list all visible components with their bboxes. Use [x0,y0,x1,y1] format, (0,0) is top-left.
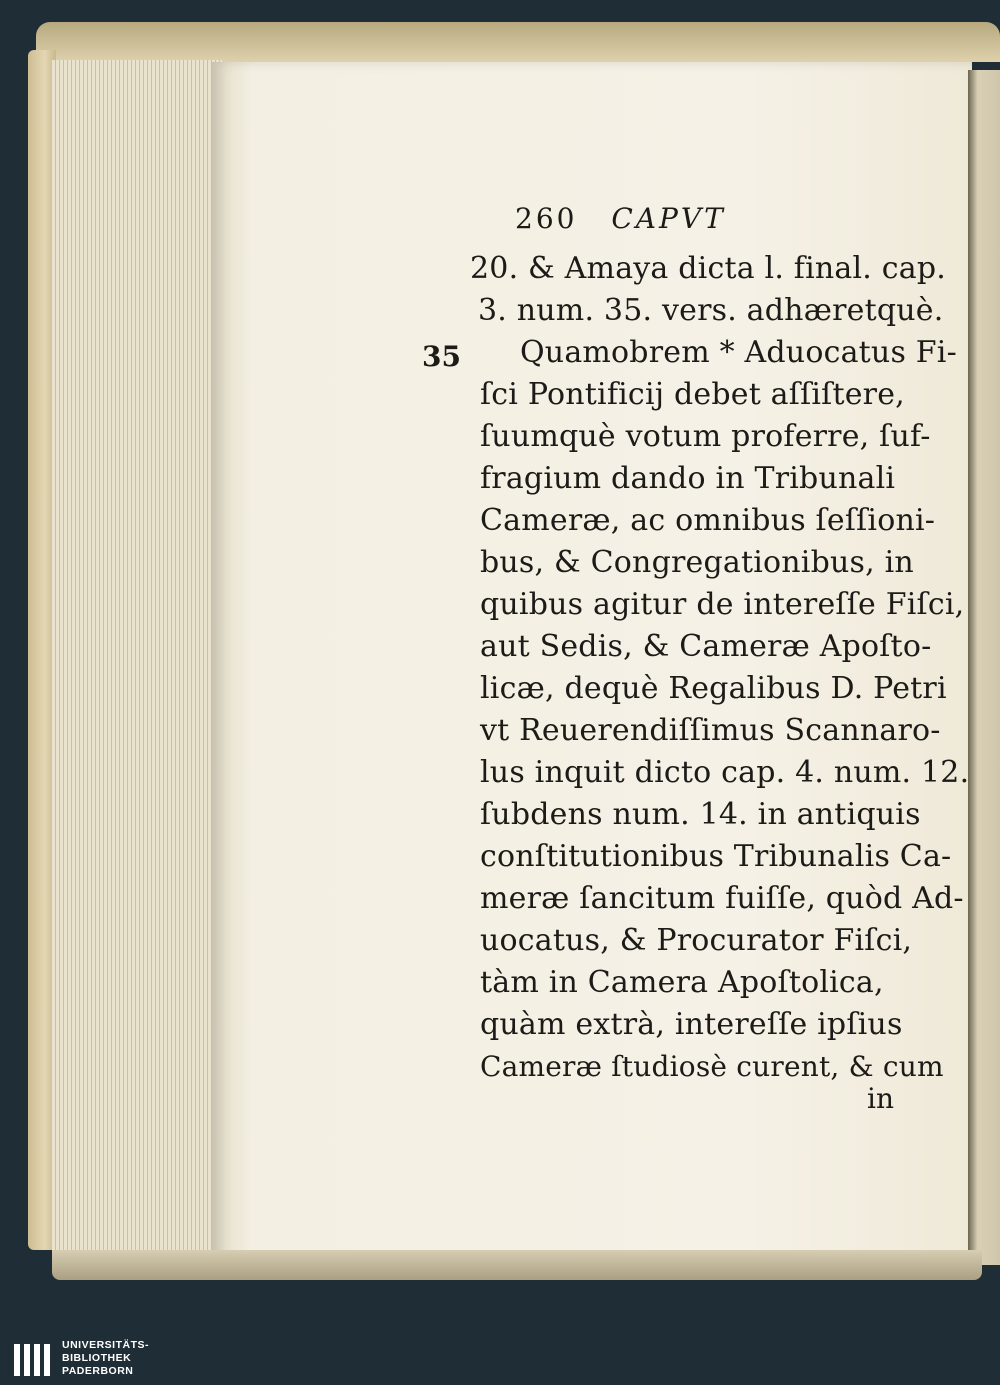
text-line: 20. & Amaya dicta l. final. cap. [470,251,946,286]
text-line: 3. num. 35. vers. adhæretquè. [478,293,944,328]
text-line: fragium dando in Tribunali [480,461,896,496]
text-line: conſtitutionibus Tribunalis Ca- [480,839,952,874]
text-line: bus, & Congregationibus, in [480,545,914,580]
text-line: vt Reuerendiſſimus Scannaro- [480,713,941,748]
text-line: uocatus, & Procurator Fiſci, [480,923,913,958]
running-title: CAPVT [611,202,726,235]
text-line: lus inquit dicto cap. 4. num. 12. [480,755,970,790]
page-number: 260 [515,202,578,235]
logo-line-1: UNIVERSITÄTS- [62,1339,150,1351]
text-line: Cameræ, ac omnibus ſeſſioni- [480,503,936,538]
footer-bar [0,1335,1000,1385]
text-line: aut Sedis, & Cameræ Apoſto- [480,629,932,664]
catchword: in [867,1082,894,1115]
margin-number: 35 [422,340,461,373]
text-line: Cameræ ſtudiosè curent, & cum [480,1050,944,1083]
logo-line-3: PADERBORN [62,1365,134,1377]
running-header [515,200,726,238]
library-logo-text [62,1339,149,1378]
text-line: meræ ſancitum fuiſſe, quòd Ad- [480,881,964,916]
text-line: Quamobrem * Aduocatus Fi- [520,335,957,370]
text-line: quibus agitur de intereſſe Fiſci, [480,587,965,622]
text-line: ſuumquè votum proferre, ſuf- [480,419,931,454]
text-line: licæ, dequè Regalibus D. Petri [480,671,947,706]
text-line: quàm extrà, intereſſe ipſius [480,1007,903,1042]
library-bars-icon [14,1344,54,1376]
logo-line-2: BIBLIOTHEK [62,1352,132,1364]
text-line: ſci Pontificij debet aſſiſtere, [480,377,905,412]
text-line: tàm in Camera Apoſtolica, [480,965,884,1000]
text-line: ſubdens num. 14. in antiquis [480,797,921,832]
